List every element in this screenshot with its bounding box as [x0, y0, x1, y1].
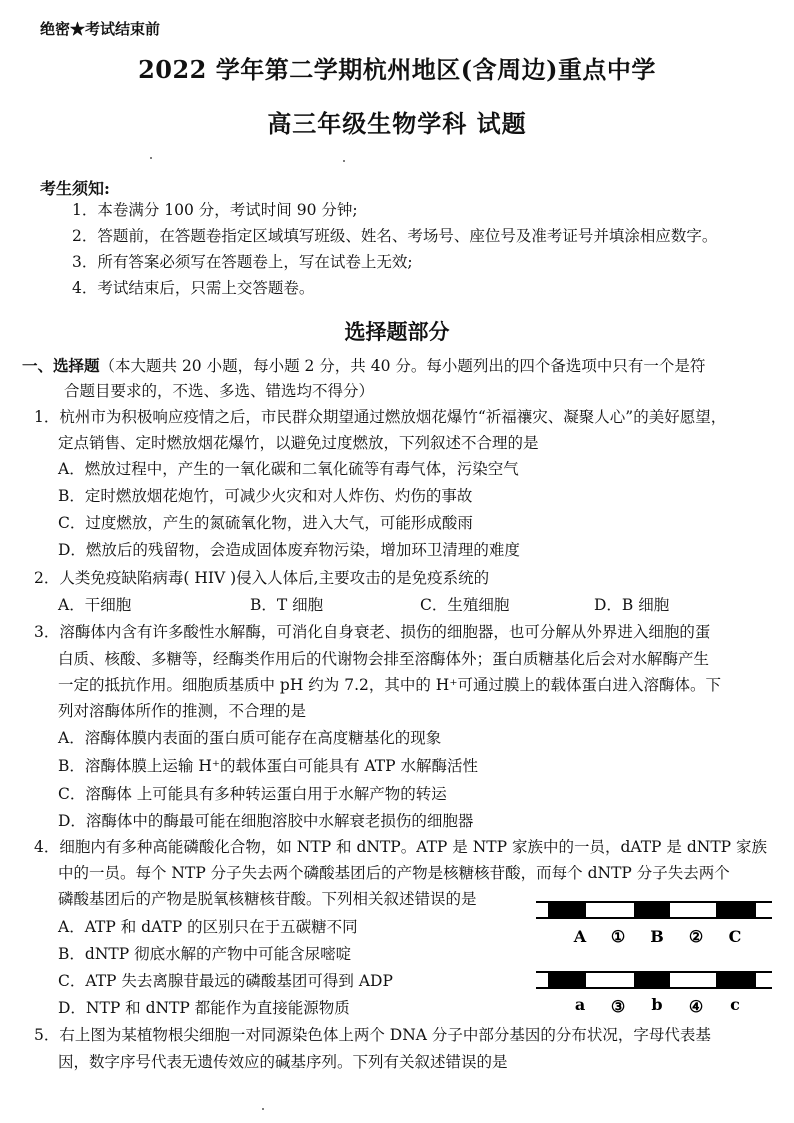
q1-option-d: D．燃放后的残留物，会造成固体废弃物污染，增加环卫清理的难度 [58, 541, 520, 559]
q1-option-c: C．过度燃放，产生的氮硫氧化物，进入大气，可能形成酸雨 [58, 514, 473, 532]
q2-option-d: D．B 细胞 [594, 596, 670, 614]
q3-option-d: D．溶酶体中的酶最可能在细胞溶胶中水解衰老损伤的细胞器 [58, 812, 474, 830]
notice-item-4: 4．考试结束后，只需上交答题卷。 [72, 279, 315, 297]
part1-heading-bold: 一、选择题 [22, 356, 100, 375]
q1-option-b: B．定时燃放烟花炮竹，可减少火灾和对人炸伤、灼伤的事故 [58, 487, 473, 505]
notice-item-2: 2．答题前，在答题卷指定区域填写班级、姓名、考场号、座位号及准考证号并填涂相应数字。 [72, 227, 718, 245]
scan-speck [343, 160, 345, 162]
q4-option-b: B．dNTP 彻底水解的产物中可能含尿嘧啶 [58, 945, 352, 963]
gene-segment-b [634, 972, 670, 988]
exam-subtitle: 高三年级生物学科 试题 [267, 109, 527, 138]
label-2: ② [688, 927, 704, 946]
label-4: ④ [688, 997, 704, 1014]
q3-option-b: B．溶酶体膜上运输 H⁺的载体蛋白可能具有 ATP 水解酶活性 [58, 757, 478, 775]
label-B: B [650, 927, 664, 946]
gene-segment-a [548, 972, 586, 988]
q3-option-c: C．溶酶体 上可能具有多种转运蛋白用于水解产物的转运 [58, 785, 447, 803]
scan-speck [262, 1108, 264, 1110]
q4-option-d: D．NTP 和 dNTP 都能作为直接能源物质 [58, 999, 350, 1017]
q4-option-a: A．ATP 和 dATP 的区别只在于五碳糖不同 [58, 918, 358, 936]
part1-heading-rest: （本大题共 20 小题，每小题 2 分，共 40 分。每小题列出的四个备选项中只有一个是符 [99, 357, 706, 375]
q4-stem-line3: 磷酸基团后的产物是脱氧核糖核苷酸。下列相关叙述错误的是 [58, 890, 477, 908]
section-title: 选择题部分 [344, 319, 450, 344]
q2-option-c: C．生殖细胞 [420, 596, 510, 614]
label-c: c [730, 995, 740, 1014]
q3-stem-line4: 列对溶酶体所作的推测，不合理的是 [58, 702, 307, 720]
q5-stem-line2: 因，数字序号代表无遗传效应的碱基序列。下列有关叙述错误的是 [58, 1053, 508, 1071]
q1-stem-line1: 1．杭州市为积极响应疫情之后，市民群众期望通过燃放烟花爆竹“祈福禳灾、凝聚人心”的美好愿望， [34, 408, 727, 426]
q2-stem: 2．人类免疫缺陷病毒( HIV )侵入人体后,主要攻击的是免疫系统的 [34, 569, 490, 587]
label-A: A [573, 927, 587, 946]
label-1: ① [610, 927, 626, 946]
part1-heading [22, 353, 705, 379]
q1-option-a: A．燃放过程中，产生的一氧化碳和二氧化硫等有毒气体，污染空气 [58, 460, 519, 478]
q3-stem-line2: 白质、核酸、多糖等，经酶类作用后的代谢物会排至溶酶体外；蛋白质糖基化后会对水解酶产生 [58, 650, 710, 668]
exam-title: 2022 学年第二学期杭州地区(含周边)重点中学 [138, 55, 656, 84]
q2-option-b: B．T 细胞 [250, 596, 324, 614]
part1-heading-line2: 合题目要求的，不选、多选、错选均不得分） [64, 382, 375, 400]
q3-option-a: A．溶酶体膜内表面的蛋白质可能存在高度糖基化的现象 [58, 729, 442, 747]
label-C: C [728, 927, 742, 946]
q3-stem-line3: 一定的抵抗作用。细胞质基质中 pH 约为 7.2，其中的 H⁺可通过膜上的载体蛋白进入溶酶体。下 [58, 676, 721, 694]
label-a: a [574, 995, 586, 1014]
q2-option-a: A．干细胞 [58, 596, 132, 614]
q4-stem-line1: 4．细胞内有多种高能磷酸化合物，如 NTP 和 dNTP。ATP 是 NTP 家族中的一员，dATP 是 dNTP 家族 [34, 838, 768, 856]
scan-speck [150, 157, 152, 159]
label-b: b [651, 995, 663, 1014]
confidential-mark: 绝密★考试结束前 [40, 20, 161, 38]
q1-stem-line2: 定点销售、定时燃放烟花爆竹，以避免过度燃放，下列叙述不合理的是 [58, 434, 539, 452]
notice-heading: 考生须知: [40, 179, 110, 198]
gene-segment-A [548, 902, 586, 918]
dna-gene-diagram [534, 894, 774, 1014]
dna-molecule-top [536, 902, 772, 918]
q4-stem-line2: 中的一员。每个 NTP 分子失去两个磷酸基团后的产物是核糖核苷酸，而每个 dNTP 分子失去两个 [58, 864, 730, 882]
q5-stem-line1: 5．右上图为某植物根尖细胞一对同源染色体上两个 DNA 分子中部分基因的分布状况，字母代表基 [34, 1026, 711, 1044]
q4-option-c: C．ATP 失去离腺苷最远的磷酸基团可得到 ADP [58, 972, 393, 990]
q3-stem-line1: 3．溶酶体内含有许多酸性水解酶，可消化自身衰老、损伤的细胞器，也可分解从外界进入细胞的蛋 [34, 623, 711, 641]
gene-segment-c [716, 972, 756, 988]
notice-item-1: 1．本卷满分 100 分，考试时间 90 分钟; [72, 201, 358, 219]
gene-segment-C [716, 902, 756, 918]
dna-molecule-bottom [536, 972, 772, 988]
notice-item-3: 3．所有答案必须写在答题卷上，写在试卷上无效; [72, 253, 413, 271]
label-3: ③ [610, 997, 626, 1014]
gene-segment-B [634, 902, 670, 918]
